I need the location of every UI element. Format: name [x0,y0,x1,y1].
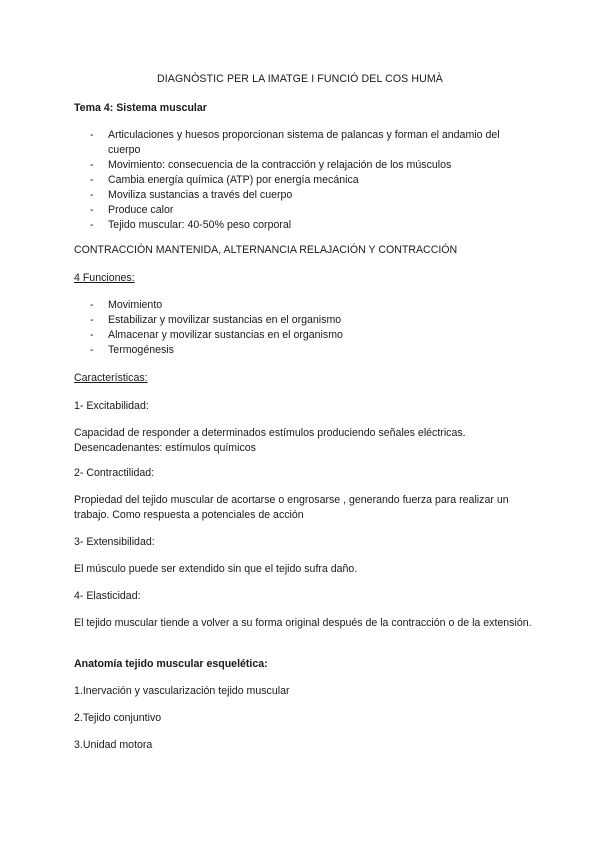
list-item: - Tejido muscular: 40-50% peso corporal [90,219,292,231]
bullet-dash: - [90,219,94,231]
list-item: - Estabilizar y movilizar sustancias en el organismo [90,314,342,326]
anatomy-item: 3.Unidad motora [74,739,153,751]
elasticity-title: 4- Elasticidad: [74,590,141,602]
topic-title: Tema 4: Sistema muscular [74,102,207,114]
functions-list [74,298,534,358]
list-item: - Moviliza sustancias a través del cuerpo [90,189,293,201]
bullet-dash: - [90,329,94,341]
list-item: - Produce calor [90,204,174,216]
list-item: - Cambia energía química (ATP) por energía mecánica [90,174,359,186]
bullet-dash: - [90,299,94,311]
topic-bullet-list [74,128,534,233]
excitability-title: 1- Excitabilidad: [74,400,149,412]
bullet-dash: - [90,204,94,216]
list-item: - Movimiento: consecuencia de la contracción y relajación de los músculos [90,159,452,171]
bullet-dash: - [90,174,94,186]
contractility-text: Propiedad del tejido muscular de acortarse o engrosarse , generando fuerza para realizar un trabajo. Como respuesta a potenciales de acción [74,494,509,521]
extensibility-title: 3- Extensibilidad: [74,536,155,548]
characteristics-heading: Características: [74,372,148,384]
list-item: - Movimiento [90,299,163,311]
elasticity-text: El tejido muscular tiende a volver a su forma original después de la contracción o de la extensión. [74,617,532,629]
bullet-dash: - [90,189,94,201]
bullet-dash: - [90,344,94,356]
contractility-title: 2- Contractilidad: [74,467,155,479]
bullet-dash: - [90,314,94,326]
functions-heading: 4 Funciones: [74,272,135,284]
list-item: - Almacenar y movilizar sustancias en el organismo [90,329,343,341]
anatomy-item: 1.Inervación y vascularización tejido muscular [74,685,290,697]
contraction-line: CONTRACCIÓN MANTENIDA, ALTERNANCIA RELAJACIÓN Y CONTRACCIÓN [74,244,458,256]
anatomy-item: 2.Tejido conjuntivo [74,712,162,724]
list-item: - Termogénesis [90,344,174,356]
bullet-dash: - [90,129,94,141]
extensibility-text: El músculo puede ser extendido sin que el tejido sufra daño. [74,563,358,575]
anatomy-heading: Anatomía tejido muscular esquelética: [74,658,268,670]
list-item: - Articulaciones y huesos proporcionan sistema de palancas y forman el andamio del cuerpo [90,129,500,156]
bullet-dash: - [90,159,94,171]
excitability-text: Capacidad de responder a determinados estímulos produciendo señales eléctricas. Desencadenantes: estímulos químicos [74,427,466,454]
document-header: DIAGNÒSTIC PER LA IMATGE I FUNCIÓ DEL COS HUMÀ [157,73,443,85]
